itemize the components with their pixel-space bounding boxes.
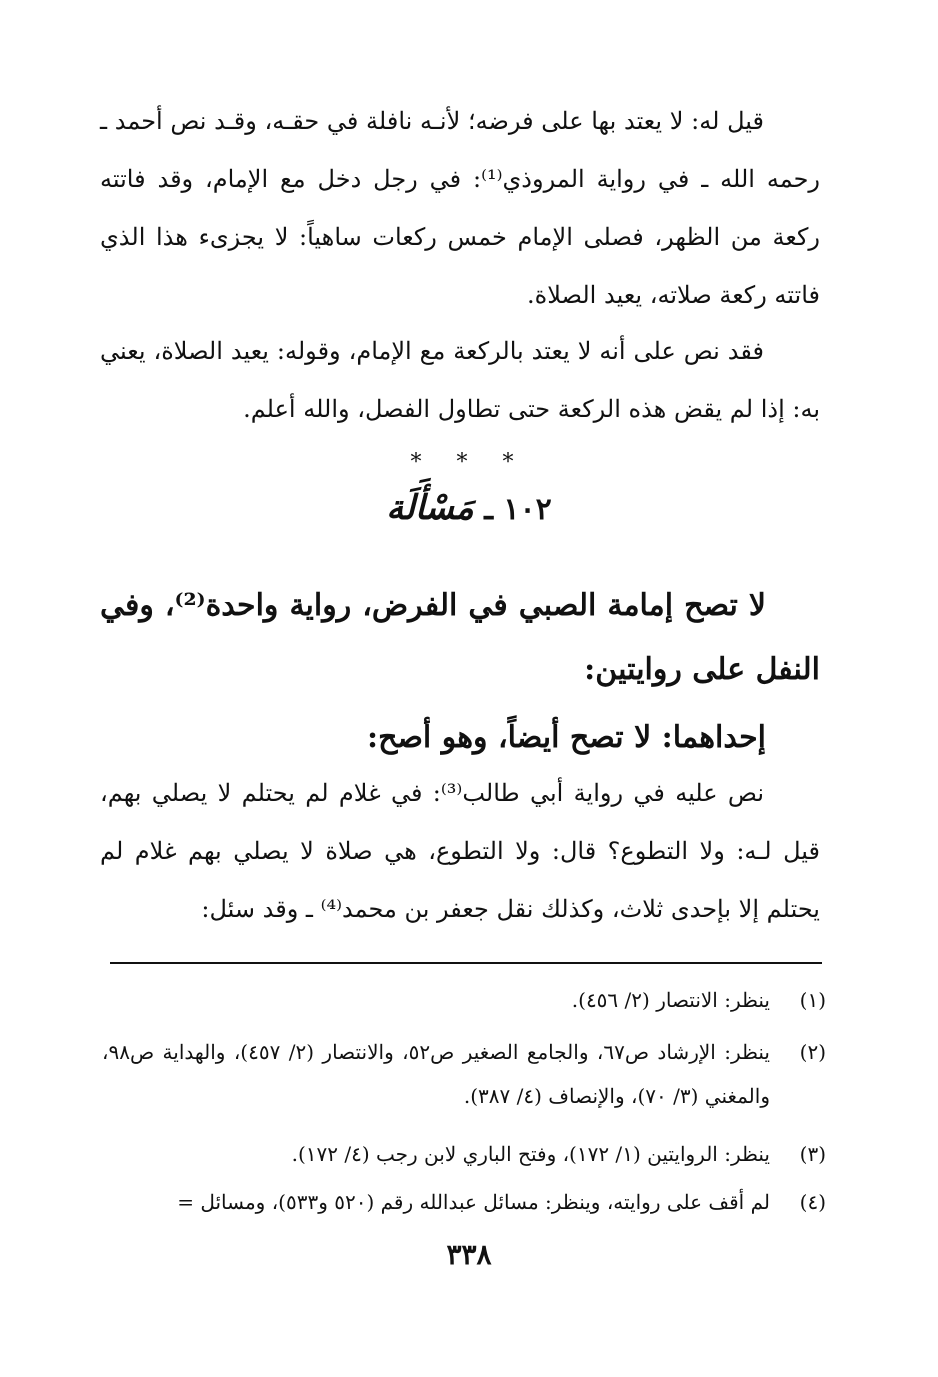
footnote-number: (٤)	[799, 1190, 826, 1214]
footnote-2	[102, 1030, 826, 1118]
footnote-4	[102, 1180, 826, 1224]
paragraph-1: قيل له: لا يعتد بها على فرضه؛ لأنـه نافلة في حقـه، وقـد نص أحمد ـ رحمه الله ـ في رواية المروذي⁽¹⁾: في رجل دخل مع الإمام، وقد فاتته ركعة من الظهر، فصلى الإمام خمس ركعات ساهياً: لا يجزىء هذا الذي فاتته ركعة صلاته، يعيد الصلاة.	[100, 107, 821, 309]
footnote-1	[102, 978, 826, 1022]
page-number: ٣٣٨	[446, 1238, 492, 1271]
issue-number: ١٠٢ ـ	[484, 492, 552, 527]
footnote-text: ينظر: الروايتين (١/ ١٧٢)، وفتح الباري لابن رجب (٤/ ١٧٢).	[291, 1142, 770, 1166]
footnote-text: لم أقف على روايته، وينظر: مسائل عبدالله رقم (٥٢٠ و٥٣٣)، ومسائل =	[177, 1190, 770, 1214]
issue-statement: لا تصح إمامة الصبي في الفرض، رواية واحدة⁽²⁾، وفي النفل على روايتين:	[100, 588, 820, 687]
issue-statement-container	[100, 574, 820, 702]
footnote-number: (٣)	[799, 1142, 826, 1166]
section-separator: * * *	[410, 450, 528, 475]
footnote-divider	[110, 962, 822, 964]
issue-heading	[0, 488, 938, 528]
paragraph-2-container	[100, 322, 820, 438]
body-paragraph: نص عليه في رواية أبي طالب⁽³⁾: في غلام لم يحتلم لا يصلي بهم، قيل لـه: ولا التطوع؟ قال: ولا التطوع، هي صلاة لا يصلي بهم غلام لم يحتلم إلا بإحدى ثلاث، وكذلك نقل جعفر بن محمد⁽⁴⁾ ـ وقد سئل:	[100, 779, 820, 923]
first-opinion-container	[100, 706, 820, 770]
first-opinion: إحداهما: لا تصح أيضاً، وهو أصح:	[367, 720, 766, 755]
paragraph-2: فقد نص على أنه لا يعتد بالركعة مع الإمام، وقوله: يعيد الصلاة، يعني به: إذا لم يقض هذه الركعة حتى تطاول الفصل، والله أعلم.	[100, 337, 820, 423]
footnote-text: ينظر: الإرشاد ص٦٧، والجامع الصغير ص٥٢، والانتصار (٢/ ٤٥٧)، والهداية ص٩٨، والمغني (٣/ ٧٠)، والإنصاف (٤/ ٣٨٧).	[102, 1040, 770, 1108]
issue-title-word: مَسْأَلَة	[386, 488, 474, 528]
footnote-number: (١)	[799, 988, 826, 1012]
footnote-number: (٢)	[799, 1040, 826, 1064]
paragraph-1-container	[100, 92, 820, 324]
footnote-text: ينظر: الانتصار (٢/ ٤٥٦).	[571, 988, 770, 1012]
footnote-3	[102, 1132, 826, 1176]
body-paragraph-container	[100, 764, 820, 938]
